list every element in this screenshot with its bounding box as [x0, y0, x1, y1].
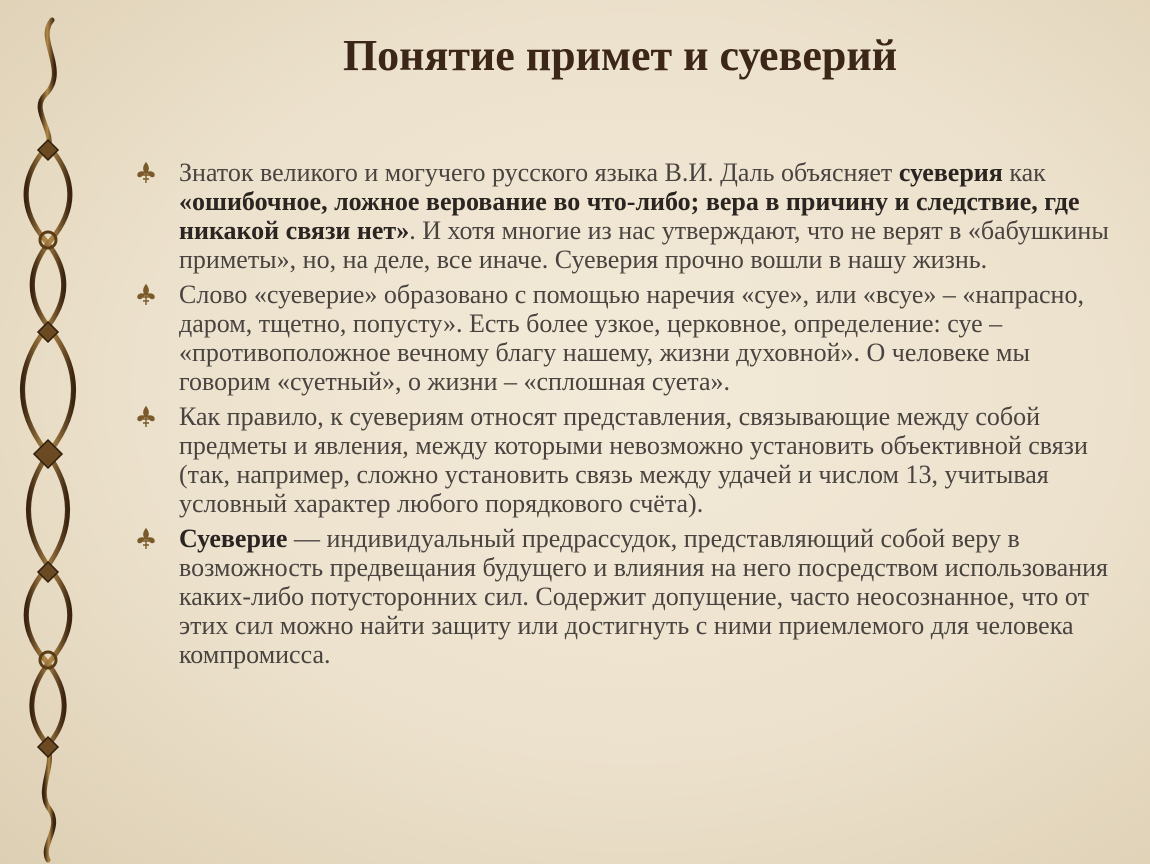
fleur-de-lis-icon — [135, 162, 157, 184]
bullet-text — [179, 280, 1110, 396]
fleur-de-lis-icon — [135, 406, 157, 428]
text-run: Знаток великого и могучего русского языка В.И. Даль объясняет — [179, 158, 899, 187]
fleur-de-lis-icon — [135, 528, 157, 550]
text-run: как — [1002, 158, 1046, 187]
bold-term: суеверия — [898, 158, 1003, 187]
text-run: Как правило, к суевериям относят представления, связывающие между собой предметы и явления, между которыми невозможно установить объективной связи (так, например, сложно установить связь между удачей и числом 13, учитывая условный характер любого порядкового счёта). — [179, 402, 1088, 518]
bullet-text — [179, 524, 1110, 669]
text-run: Слово «суеверие» образовано с помощью наречия «суе», или «всуе» – «напрасно, даром, тщетно, попусту». Есть более узкое, церковное, определение: суе – «противоположное вечному благу нашему, жизни духовной». О человеке мы говорим «суетный», о жизни – «сплошная суета». — [179, 280, 1084, 396]
bold-term: «ошибочное, ложное верование во что-либо; вера в причину и следствие, где никакой связи нет» — [179, 187, 1080, 245]
fleur-de-lis-icon — [135, 284, 157, 306]
celtic-knot-ornament — [0, 0, 95, 864]
list-item — [135, 402, 1110, 518]
bullet-list — [135, 158, 1110, 675]
list-item — [135, 524, 1110, 669]
text-run: — индивидуальный предрассудок, представляющий собой веру в возможность предвещания будущего и влияния на него посредством использования каких-либо потусторонних сил. Содержит допущение, часто неосознанное, что от этих сил можно найти защиту или достигнуть с ними приемлемого для человека компромисса. — [179, 524, 1108, 669]
bullet-text — [179, 158, 1110, 274]
list-item — [135, 158, 1110, 274]
bold-term: Суеверие — [179, 524, 288, 553]
slide-title: Понятие примет и суеверий — [342, 31, 898, 80]
bullet-text — [179, 402, 1110, 518]
list-item — [135, 280, 1110, 396]
text-run: . И хотя многие из нас утверждают, что не верят в «бабушкины приметы», но, на деле, все иначе. Суеверия прочно вошли в нашу жизнь. — [179, 216, 1109, 274]
